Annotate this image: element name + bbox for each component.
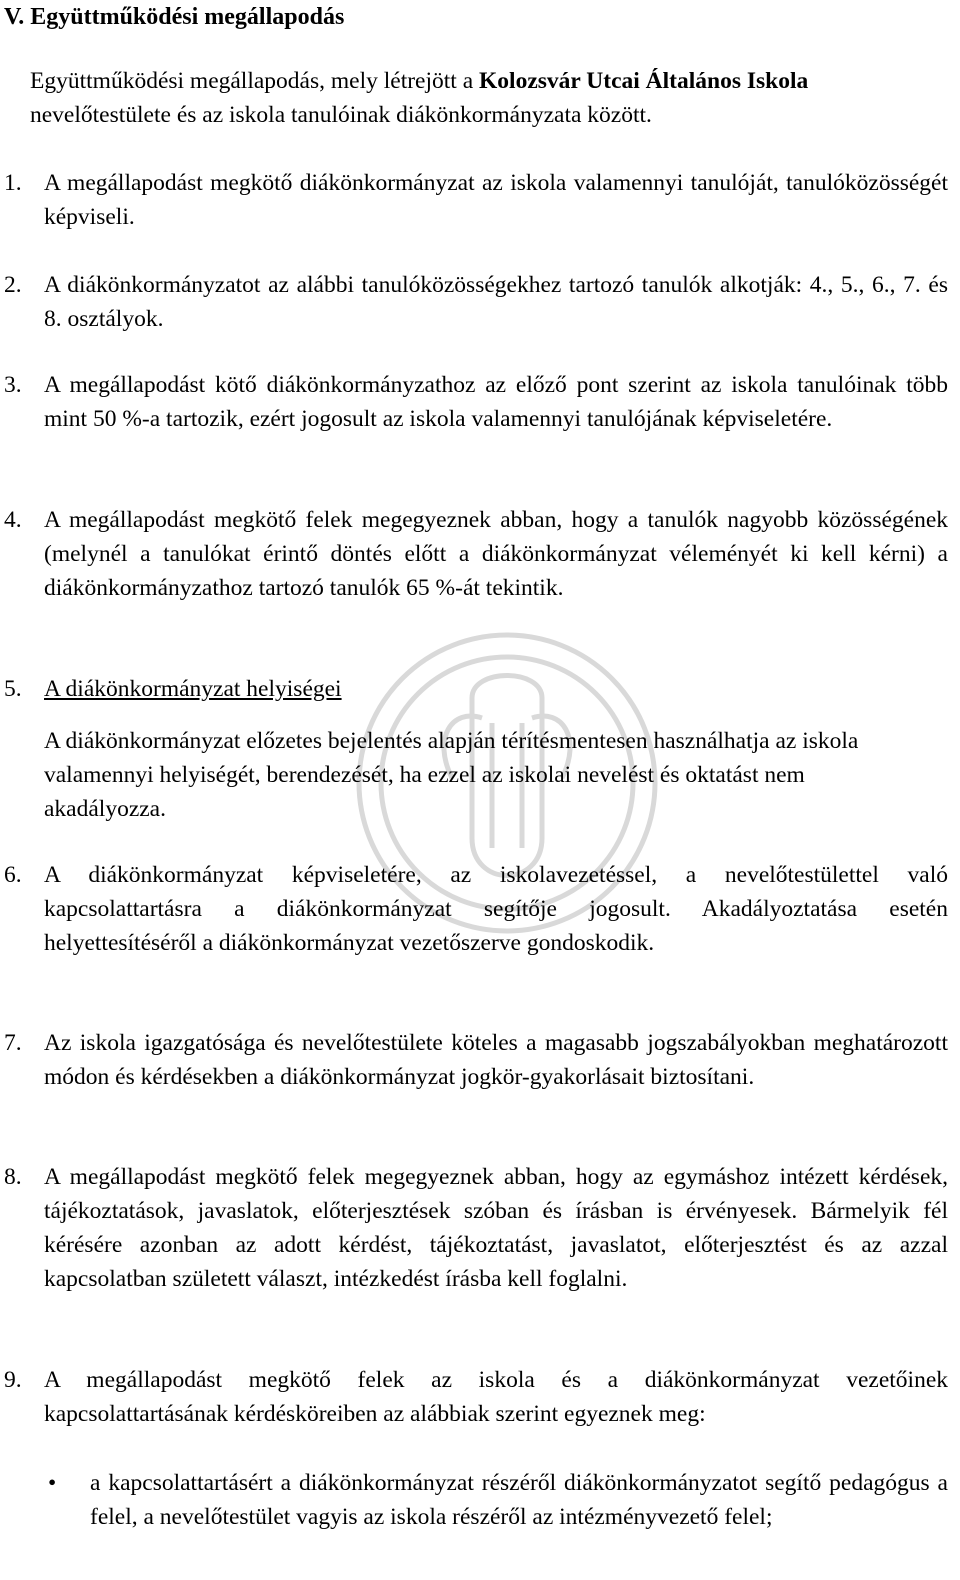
item-number: 1.: [4, 170, 22, 196]
item-number: 2.: [4, 272, 22, 298]
list-item-1: [4, 166, 948, 234]
list-item-7: [4, 1026, 948, 1094]
item-sub-paragraph: A diákönkormányzat előzetes bejelentés alapján térítésmentesen használhatja az iskola valamennyi helyiségét, berendezését, ha ezzel az iskolai nevelést és oktatást nem akadályozza.: [44, 728, 859, 822]
item-number: 9.: [4, 1367, 22, 1393]
item-number: 4.: [4, 507, 22, 533]
intro-text-end: nevelőtestülete és az iskola tanulóinak diákönkormányzata között.: [30, 102, 652, 128]
list-item-2: [4, 268, 948, 336]
list-item-9: [4, 1363, 948, 1431]
school-name: Kolozsvár Utcai Általános Iskola: [479, 68, 809, 94]
list-item-6: [4, 858, 948, 960]
item-text: A megállapodást megkötő diákönkormányzat az iskola valamennyi tanulóját, tanulóközösségét képviseli.: [44, 170, 948, 230]
bullet-icon: •: [48, 1470, 57, 1496]
item-text: A megállapodást megkötő felek megegyeznek abban, hogy az egymáshoz intézett kérdések, tájékoztatások, javaslatok, előterjesztések szóban és írásban is érvényesek. Bármelyik fél kérésére azonban az adott kérdést, tájékoztatást, javaslatot, előterjesztést és az azzal kapcsolatban született választ, intézkedést írásba kell foglalni.: [44, 1164, 948, 1292]
item-text: Az iskola igazgatósága és nevelőtestülete köteles a magasabb jogszabályokban meghatározott módon és kérdésekben a diákönkormányzat jogkör-gyakorlásait biztosítani.: [44, 1030, 948, 1090]
list-item-5: [4, 672, 948, 826]
item-text: A diákönkormányzatot az alábbi tanulóközösségekhez tartozó tanulók alkotják: 4., 5., 6., 7. és 8. osztályok.: [44, 272, 948, 332]
list-item-4: [4, 503, 948, 605]
item-text: A diákönkormányzat képviseletére, az iskolavezetéssel, a nevelőtestülettel való kapcsolattartásra a diákönkormányzat segítője jogosult. Akadályoztatása esetén helyettesítéséről a diákönkormányzat vezetőszerve gondoskodik.: [44, 862, 948, 956]
item-number: 6.: [4, 862, 22, 888]
item-text: A megállapodást megkötő felek megegyeznek abban, hogy a tanulók nagyobb közösségének (melynél a tanulókat érintő döntés előtt a diákönkormányzat véleményét ki kell kérni) a diákönkormányzathoz tartozó tanulók 65 %-át tekintik.: [44, 507, 948, 601]
item-number: 7.: [4, 1030, 22, 1056]
bullet-item: [48, 1466, 948, 1534]
item-number: 3.: [4, 372, 22, 398]
item-subtitle: A diákönkormányzat helyiségei: [44, 676, 342, 702]
section-heading: V. Együttműködési megállapodás: [4, 4, 345, 30]
list-item-8: [4, 1160, 948, 1296]
item-text: A megállapodást kötő diákönkormányzathoz az előző pont szerint az iskola tanulóinak több mint 50 %-a tartozik, ezért jogosult az iskola valamennyi tanulójának képviseletére.: [44, 372, 948, 432]
intro-paragraph: [30, 64, 910, 132]
intro-text-start: Együttműködési megállapodás, mely létrejött a: [30, 68, 480, 94]
item-number: 8.: [4, 1164, 22, 1190]
bullet-text: a kapcsolattartásért a diákönkormányzat részéről diákönkormányzatot segítő pedagógus a felel, a nevelőtestület vagyis az iskola részéről az intézményvezető felel;: [90, 1470, 948, 1530]
item-text: A megállapodást megkötő felek az iskola és a diákönkormányzat vezetőinek kapcsolattartásának kérdésköreiben az alábbiak szerint egyeznek meg:: [44, 1367, 948, 1427]
list-item-3: [4, 368, 948, 436]
item-number: 5.: [4, 676, 22, 702]
